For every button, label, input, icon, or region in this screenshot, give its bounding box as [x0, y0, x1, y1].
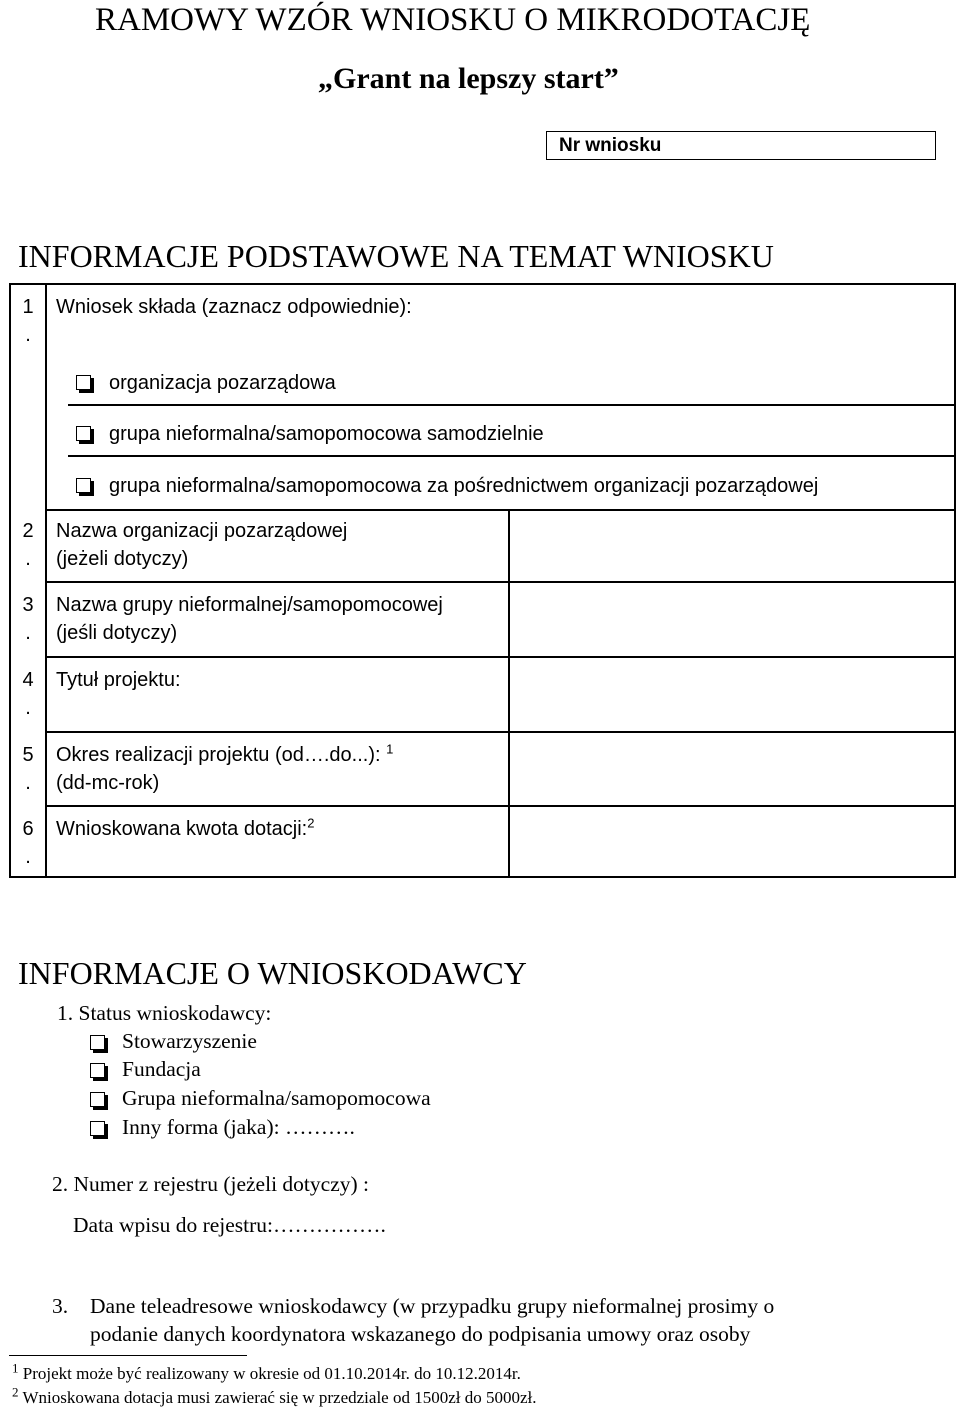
status-foundation-label: Fundacja: [122, 1057, 201, 1081]
project-period-field[interactable]: [511, 733, 954, 805]
document-title: RAMOWY WZÓR WNIOSKU O MIKRODOTACJĘ: [95, 2, 811, 38]
project-title-label: Tytuł projektu:: [56, 669, 181, 691]
footnote-ref-2: 2: [307, 815, 315, 831]
row-3-number: 3 .: [22, 594, 34, 644]
application-number-label: Nr wniosku: [559, 135, 662, 156]
registry-date-label: Data wpisu do rejestru:…………….: [73, 1213, 386, 1237]
checkbox-option-informal-group-via-ngo[interactable]: [76, 478, 91, 493]
informal-group-name-field[interactable]: [511, 583, 954, 656]
grant-amount-label: Wnioskowana kwota dotacji:$^2$: [56, 815, 315, 840]
row-1-label: Wniosek składa (zaznacz odpowiednie):: [56, 296, 412, 318]
project-title-field[interactable]: [511, 658, 954, 731]
option-informal-group-label: grupa nieformalna/samopomocowa samodzielnie: [109, 423, 544, 445]
option-ngo-label: organizacja pozarządowa: [109, 372, 336, 394]
contact-data-number: 3.: [52, 1294, 69, 1318]
contact-data-label-line2: podanie danych koordynatora wskazanego do podpisania umowy oraz osoby: [90, 1322, 751, 1346]
row-2-number: 2 .: [22, 520, 34, 570]
status-association-label: Stowarzyszenie: [122, 1029, 257, 1053]
application-number-box[interactable]: [546, 131, 936, 160]
footnote-separator: [9, 1355, 247, 1356]
registry-number-label: 2. Numer z rejestru (jeżeli dotyczy) :: [52, 1172, 369, 1196]
footnote-2: $^2$ Wnioskowana dotacja musi zawierać się w przedziale od 1500zł do 5000zł.: [12, 1384, 537, 1407]
option-informal-group-via-ngo-label: grupa nieformalna/samopomocowa za pośrednictwem organizacji pozarządowej: [109, 475, 819, 497]
contact-data-label-line1: Dane teleadresowe wnioskodawcy (w przypadku grupy nieformalnej prosimy o: [90, 1294, 775, 1318]
row-4-number: 4 .: [22, 669, 34, 719]
checkbox-other-form[interactable]: [90, 1121, 105, 1136]
checkbox-option-ngo[interactable]: [76, 375, 91, 390]
project-period-label: Okres realizacji projektu (od….do...): $^1$ (dd-mc-rok): [56, 741, 394, 794]
section-basic-info-heading: INFORMACJE PODSTAWOWE NA TEMAT WNIOSKU: [18, 238, 774, 274]
grant-amount-field[interactable]: [511, 807, 954, 876]
checkbox-informal-group[interactable]: [90, 1092, 105, 1107]
row-1-number: 1 .: [22, 296, 34, 346]
basic-info-table: [9, 283, 956, 878]
checkbox-foundation[interactable]: [90, 1063, 105, 1078]
checkbox-option-informal-group[interactable]: [76, 426, 91, 441]
row-5-number: 5 .: [22, 744, 34, 794]
informal-group-name-label: Nazwa grupy nieformalnej/samopomocowej (jeśli dotyczy): [56, 594, 443, 644]
footnote-ref-1: 1: [386, 741, 394, 757]
row-6-number: 6 .: [22, 818, 34, 868]
ngo-name-field[interactable]: [511, 511, 954, 581]
section-applicant-info-heading: INFORMACJE O WNIOSKODAWCY: [18, 955, 527, 991]
status-informal-group-label: Grupa nieformalna/samopomocowa: [122, 1086, 431, 1110]
status-other-form-label: Inny forma (jaka): ……….: [122, 1115, 355, 1139]
grant-name: „Grant na lepszy start”: [318, 62, 619, 95]
checkbox-association[interactable]: [90, 1035, 105, 1050]
applicant-status-label: 1. Status wnioskodawcy:: [57, 1001, 272, 1025]
footnote-1: $^1$ Projekt może być realizowany w okresie od 01.10.2014r. do 10.12.2014r.: [12, 1360, 521, 1383]
ngo-name-label: Nazwa organizacji pozarządowej (jeżeli dotyczy): [56, 520, 348, 570]
